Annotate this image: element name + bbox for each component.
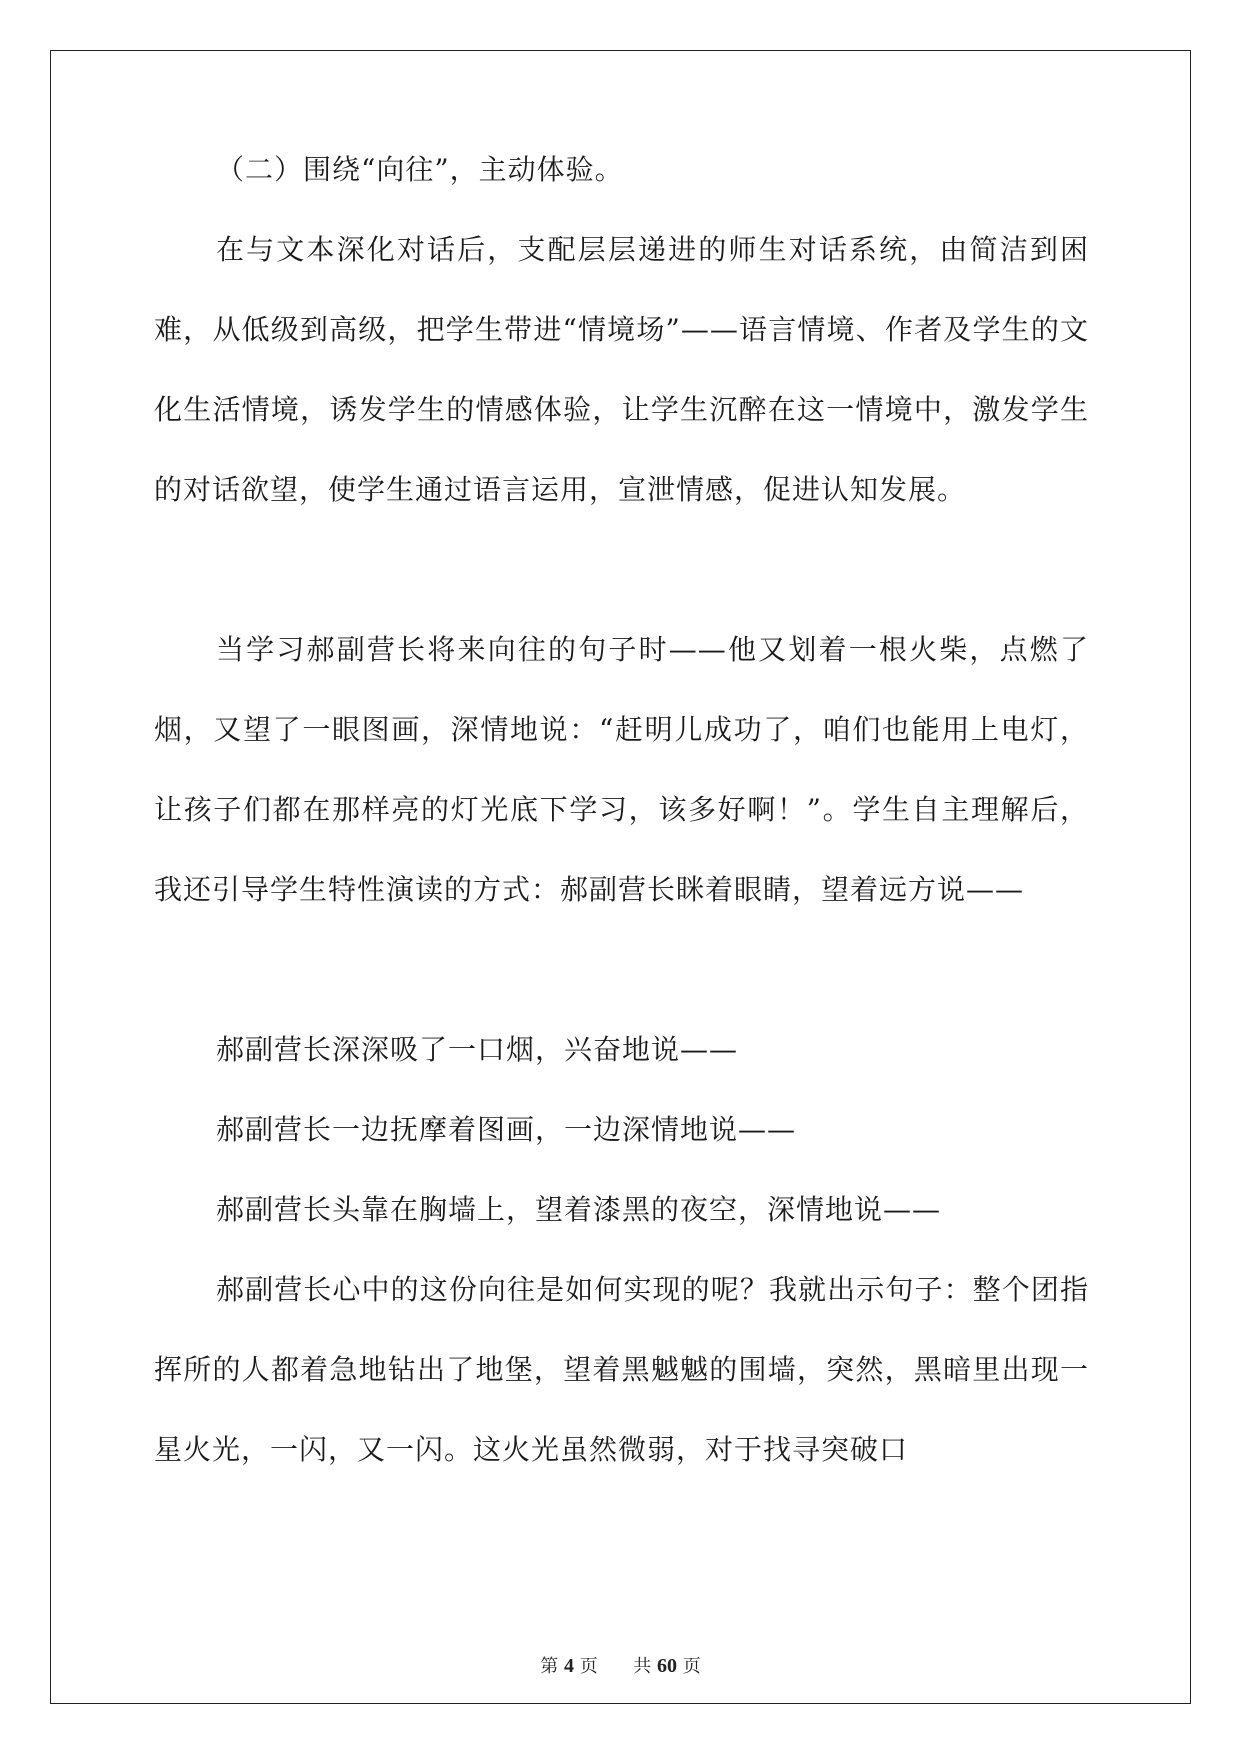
page-footer xyxy=(0,1652,1241,1678)
paragraph: 郝副营长一边抚摩着图画，一边深情地说—— xyxy=(216,1113,797,1146)
footer-total-number: 60 xyxy=(656,1655,677,1677)
paragraph: 郝副营长深深吸了一口烟，兴奋地说—— xyxy=(216,1033,739,1066)
paragraph: 郝副营长心中的这份向往是如何实现的呢？我就出示句子：整个团指挥所的人都着急地钻出了地堡，望着黑魆魆的围墙，突然，黑暗里出现一星火光，一闪，又一闪。这火光虽然微弱，对于找寻突破口 xyxy=(154,1273,1089,1466)
paragraph: 当学习郝副营长将来向往的句子时——他又划着一根火柴，点燃了烟，又望了一眼图画，深情地说：“赶明儿成功了，咱们也能用上电灯，让孩子们都在那样亮的灯光底下学习，该多好啊！”。学生自主理解后，我还引导学生特性演读的方式：郝副营长眯着眼睛，望着远方说—— xyxy=(154,633,1089,906)
footer-total-suffix: 页 xyxy=(682,1656,701,1677)
footer-page-number: 4 xyxy=(564,1655,575,1677)
footer-total-prefix: 共 xyxy=(633,1656,652,1677)
paragraph: 郝副营长头靠在胸墙上，望着漆黑的夜空，深情地说—— xyxy=(216,1193,942,1226)
paragraph: 在与文本深化对话后，支配层层递进的师生对话系统，由简洁到困难，从低级到高级，把学生带进“情境场”——语言情境、作者及学生的文化生活情境，诱发学生的情感体验，让学生沉醉在这一情境中，激发学生的对话欲望，使学生通过语言运用，宣泄情感，促进认知发展。 xyxy=(154,233,1089,506)
paragraph-heading: （二）围绕“向往”，主动体验。 xyxy=(216,153,624,186)
footer-page-suffix: 页 xyxy=(579,1656,598,1677)
footer-page-prefix: 第 xyxy=(540,1656,559,1677)
